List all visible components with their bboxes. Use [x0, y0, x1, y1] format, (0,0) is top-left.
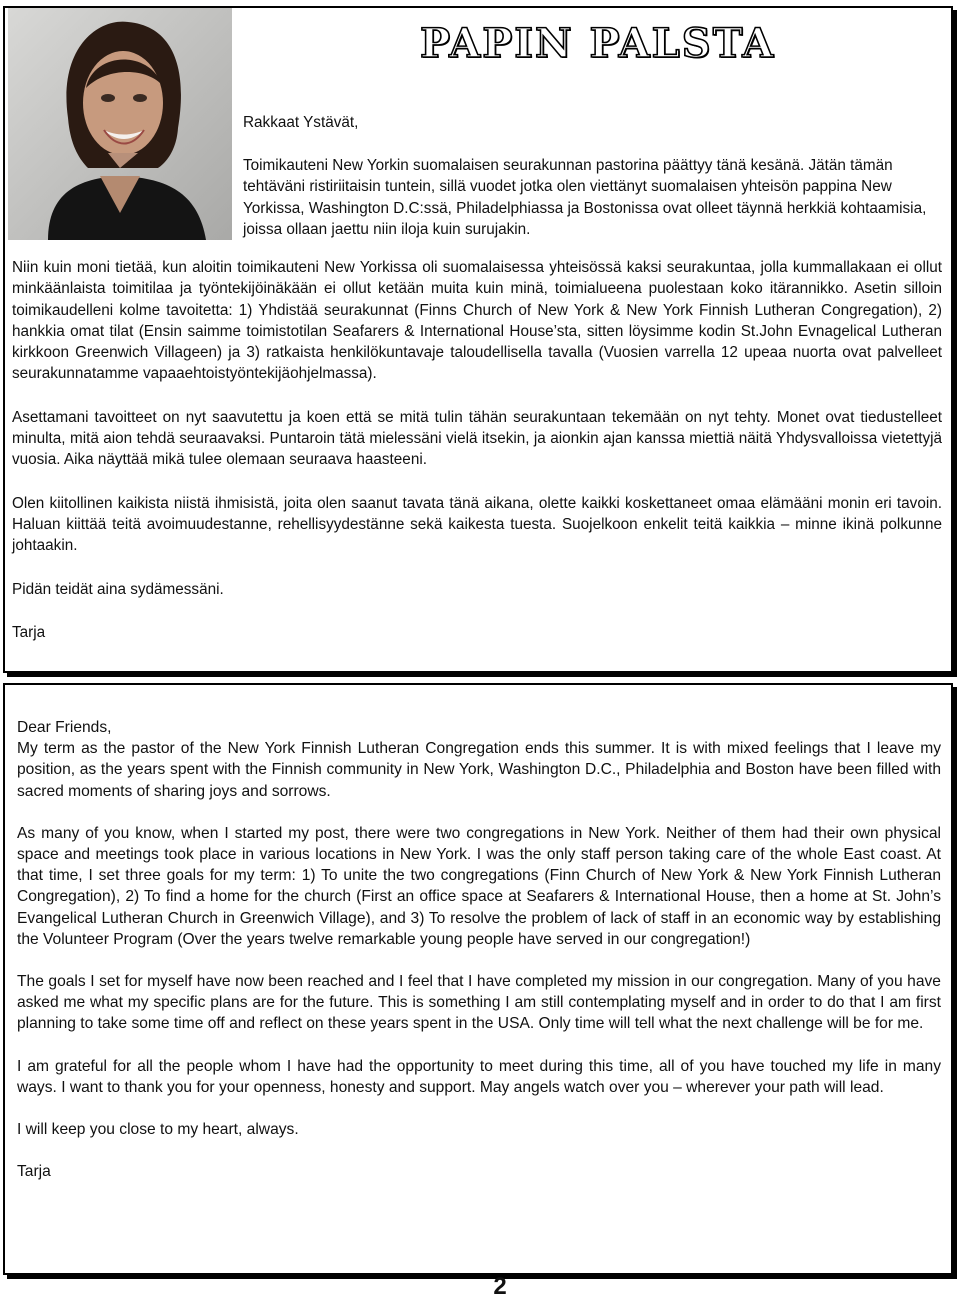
finnish-letter-body	[12, 257, 942, 643]
page-title: PAPIN PALSTA	[420, 20, 776, 67]
english-paragraph: The goals I set for myself have now been reached and I feel that I have completed my mission in our congregation. Many of you have asked me what my specific plans are for the future. This is something I am still contemplating myself and in order to do that I am first planning to take some time off and reflect on these years spent in the USA. Only time will tell what the next challenge will be for me.	[17, 973, 941, 1033]
english-paragraph: My term as the pastor of the New York Finnish Lutheran Congregation ends this summer. It is with mixed feelings that I leave my position, as the years spent with the Finnish community in New York, Washington D.C., Philadelphia and Boston have been filled with sacred moments of sharing joys and sorrows.	[17, 740, 941, 800]
finnish-closing: Pidän teidät aina sydämessäni.	[12, 580, 224, 598]
finnish-intro-paragraph: Toimikauteni New Yorkin suomalaisen seurakunnan pastorina päättyy tänä kesänä. Jätän tämän tehtäväni ristiriitaisin tuntein, sillä vuodet jotka olen viettänyt suomalaisen yhteisön pappina New Yorkissa, Washington D.C:ssä, Philadelphiassa ja Bostonissa ovat olleet täynnä herkkiä kohtaamisia, joissa ollaan jaettu niin iloja kuin surujakin.	[243, 157, 927, 238]
pastor-portrait-photo	[8, 8, 232, 240]
english-signature: Tarja	[17, 1163, 51, 1181]
finnish-salutation: Rakkaat Ystävät,	[243, 114, 359, 131]
finnish-signature: Tarja	[12, 623, 46, 641]
english-letter-body	[17, 717, 941, 1182]
finnish-paragraph: Olen kiitollinen kaikista niistä ihmisistä, joita olen saanut tavata tänä aikana, olette kaikki koskettaneet omaa elämääni monin eri tavoin. Haluan kiittää teitä avoimuudestanne, rehellisyydestänne sekä kaikesta tuesta. Suojelkoon enkelit teitä kaikkia – minne ikinä polkunne johtaakin.	[12, 494, 942, 555]
english-paragraph: As many of you know, when I started my post, there were two congregations in New York. Neither of them had their own physical space and meetings took place in various locations in New York. I was the only staff person taking care of the whole East coast. At that time, I set three goals for my term: 1) To unite the two congregations (Finn Church of New York & New York Finnish Lutheran Congregation), 2) To find a home for the church (First an office space at Seafarers & International House, then a home at St. John’s Evangelical Lutheran Church in Greenwich Village), and 3) To resolve the problem of lack of staff in an economic way by establishing the Volunteer Program (Over the years twelve remarkable young people have served in our congregation!)	[17, 824, 941, 948]
finnish-paragraph: Niin kuin moni tietää, kun aloitin toimikauteni New Yorkissa oli suomalaisessa yhteisössä kaksi seurakuntaa, jolla kummallakaan ei ollut minkäänlaista toimitilaa ja työntekijöinäkään ei ollut ketään muita kuin minä, toimialueena puolestaan koko itärannikko. Asetin silloin toimikaudelleni kolme tavoitetta: 1) Yhdistää seurakunnat (Finns Church of New York & New York Finnish Lutheran Congregation), 2) hankkia omat tilat (Ensin saimme toimistotilan Seafarers & International House’sta, sitten löysimme kodin St.John Evnagelical Lutheran kirkkoon Greenwich Villageen) ja 3) ratkaista henkilökuntavaje taloudellisella tavalla (Vuosien varrella 12 upeaa nuorta ovat palvelleet seurakunnatamme vapaaehtoistyöntekijäohjelmassa).	[12, 259, 942, 383]
page-number: 2	[493, 1273, 507, 1300]
english-paragraph: I am grateful for all the people whom I have had the opportunity to meet during this time, all of you have touched my life in many ways. I want to thank you for your openness, honesty and support. May angels watch over you – wherever your path will lead.	[17, 1057, 941, 1096]
finnish-paragraph: Asettamani tavoitteet on nyt saavutettu ja koen että se mitä tulin tähän seurakuntaan tekemään on nyt tehty. Monet ovat tiedustelleet minulta, mitä aion tehdä seuraavaksi. Puntaroin tätä mielessäni vielä itsekin, ja aionkin ajan kanssa miettiä näitä Yhdysvalloissa vietettyjä vuosia. Aika näyttää mikä tulee olemaan seuraava haasteeni.	[12, 408, 942, 469]
english-salutation: Dear Friends,	[17, 719, 112, 736]
english-closing: I will keep you close to my heart, always.	[17, 1121, 299, 1139]
